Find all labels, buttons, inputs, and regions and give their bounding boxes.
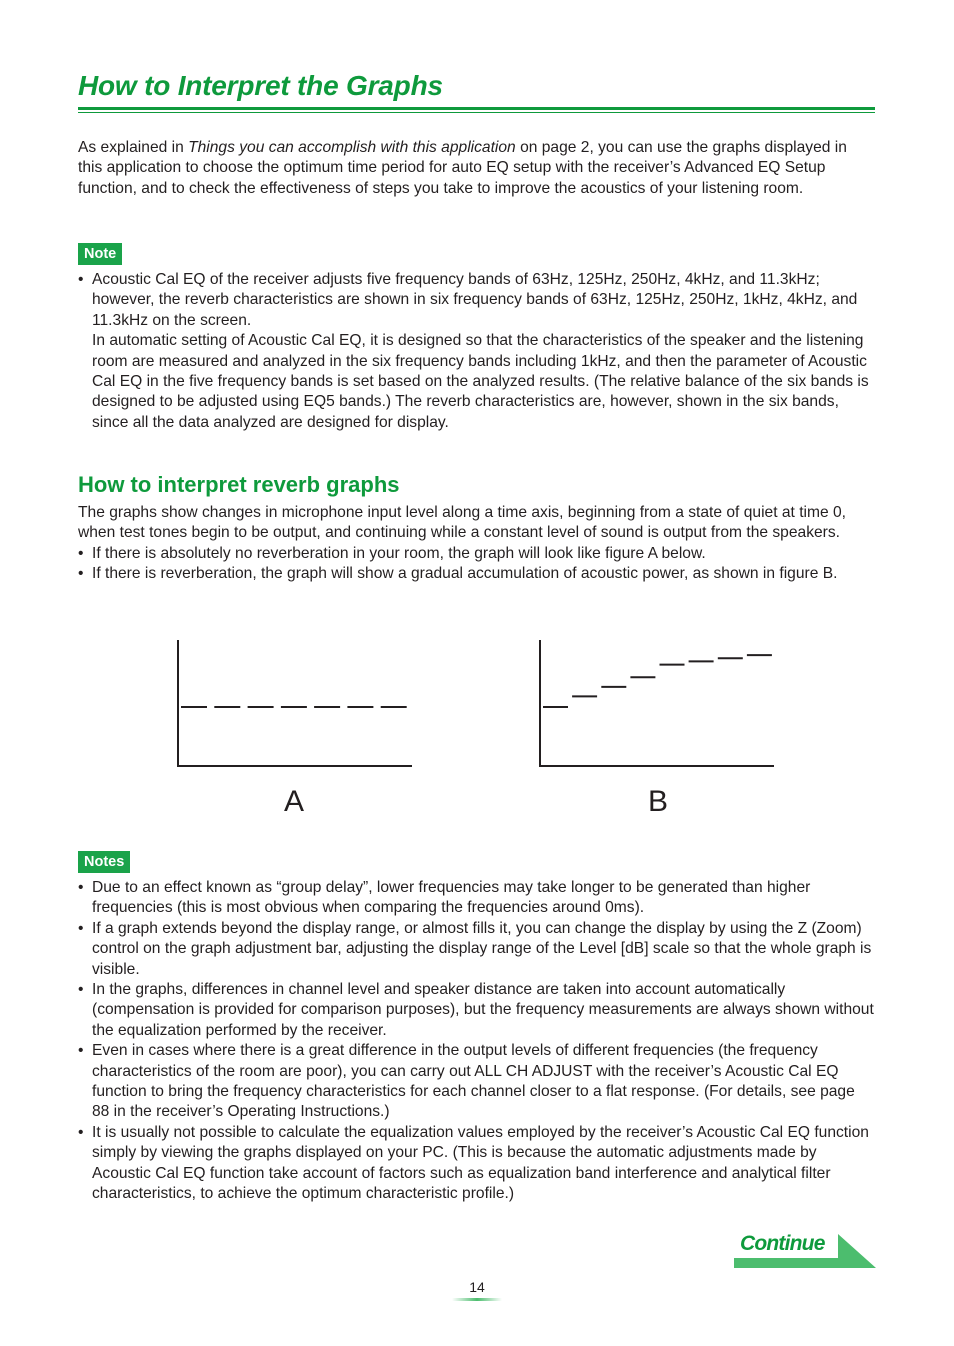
- page-number: 14: [469, 1279, 485, 1295]
- reverb-block: [78, 503, 875, 585]
- figure-b-graph: [532, 636, 782, 772]
- page-number-underline: [452, 1298, 502, 1301]
- notes-badge: Notes: [78, 851, 130, 873]
- figure-a-label: A: [284, 785, 305, 818]
- note-bullet: • Acoustic Cal EQ of the receiver adjusts five frequency bands of 63Hz, 125Hz, 250Hz, 4kHz, and 11.3kHz; however, the reverb characteristics are shown in six frequency bands of 63Hz, 125Hz, 250Hz, 1kHz, 4kHz, and 11.3kHz on the screen.: [78, 271, 858, 329]
- figure-a-graph: [170, 636, 420, 772]
- intro-text-after: on page 2, you can use the graphs displayed in this application to choose the optimum time period for auto EQ setup with the receiver’s Advanced EQ Setup function, and to check the effectiveness of steps you take to improve the acoustics of your listening room.: [78, 139, 847, 197]
- reverb-bullet: • If there is absolutely no reverberation in your room, the graph will look like figure A below.: [78, 544, 706, 562]
- section-heading-reverb: How to interpret reverb graphs: [78, 472, 400, 497]
- note-badge: Note: [78, 243, 122, 265]
- reverb-bullet: • If there is reverberation, the graph will show a gradual accumulation of acoustic power, as shown in figure B.: [78, 565, 838, 583]
- page-title: How to Interpret the Graphs: [78, 70, 443, 101]
- continue-button[interactable]: [734, 1232, 876, 1268]
- intro-emphasis: Things you can accomplish with this application: [188, 139, 516, 156]
- title-rule: [78, 107, 875, 110]
- figure-a-axes: [178, 640, 412, 766]
- figure-a-axis-lines: [178, 640, 412, 766]
- note-continuation: In automatic setting of Acoustic Cal EQ, it is designed so that the characteristics of the speaker and the listening room are measured and analyzed in the six frequency bands including 1kHz, and then the parameter of Acoustic Cal EQ in the five frequency bands is set based on the analyzed results. (The relative balance of the six bands is designed to be adjusted using EQ5 bands.) The reverb characteristics are, however, shown in the six bands, since all the data analyzed are designed for display.: [92, 332, 869, 431]
- continue-label: Continue: [740, 1232, 825, 1255]
- notes-bullet: • In the graphs, differences in channel level and speaker distance are taken into account automatically (compensation is provided for comparison purposes), but the frequency measurements are always shown without the equalization performed by the receiver.: [78, 981, 874, 1039]
- notes-block: [78, 878, 875, 1205]
- notes-bullet: • Due to an effect known as “group delay”, lower frequencies may take longer to be generated than higher frequencies (this is most obvious when comparing the frequencies around 0ms).: [78, 879, 811, 917]
- figure-b-label: B: [648, 785, 669, 818]
- notes-bullet: • It is usually not possible to calculate the equalization values employed by the receiver’s Acoustic Cal EQ function simply by viewing the graphs displayed on your PC. (This is because the automatic adjustments made by Acoustic Cal EQ function take account of factors such as equalization band interference and analytical filter characteristics, to achieve the optimum characteristic profile.): [78, 1123, 869, 1203]
- note-block: [78, 270, 875, 433]
- title-rule-thin: [78, 112, 875, 113]
- intro-paragraph: [78, 138, 875, 199]
- notes-bullet: • If a graph extends beyond the display range, or almost fills it, you can change the display by using the Z (Zoom) control on the graph adjustment bar, adjusting the display range of the Level [dB] scale so that the whole graph is visible.: [78, 919, 872, 978]
- notes-bullet: • Even in cases where there is a great difference in the output levels of different frequencies (the frequency characteristics of the room are poor), you can carry out ALL CH ADJUST with the receiver’s Acoustic Cal EQ function to bring the frequency characteristics for each channel closer to a flat response. (For details, see page 88 in the receiver’s Operating Instructions.): [78, 1042, 855, 1121]
- intro-text-before: As explained in: [78, 139, 189, 156]
- figure-b-level-segments: [543, 655, 772, 707]
- reverb-paragraph: The graphs show changes in microphone input level along a time axis, beginning from a state of quiet at time 0, when test tones begin to be output, and continuing while a constant level of sound is output from the speakers.: [78, 504, 846, 542]
